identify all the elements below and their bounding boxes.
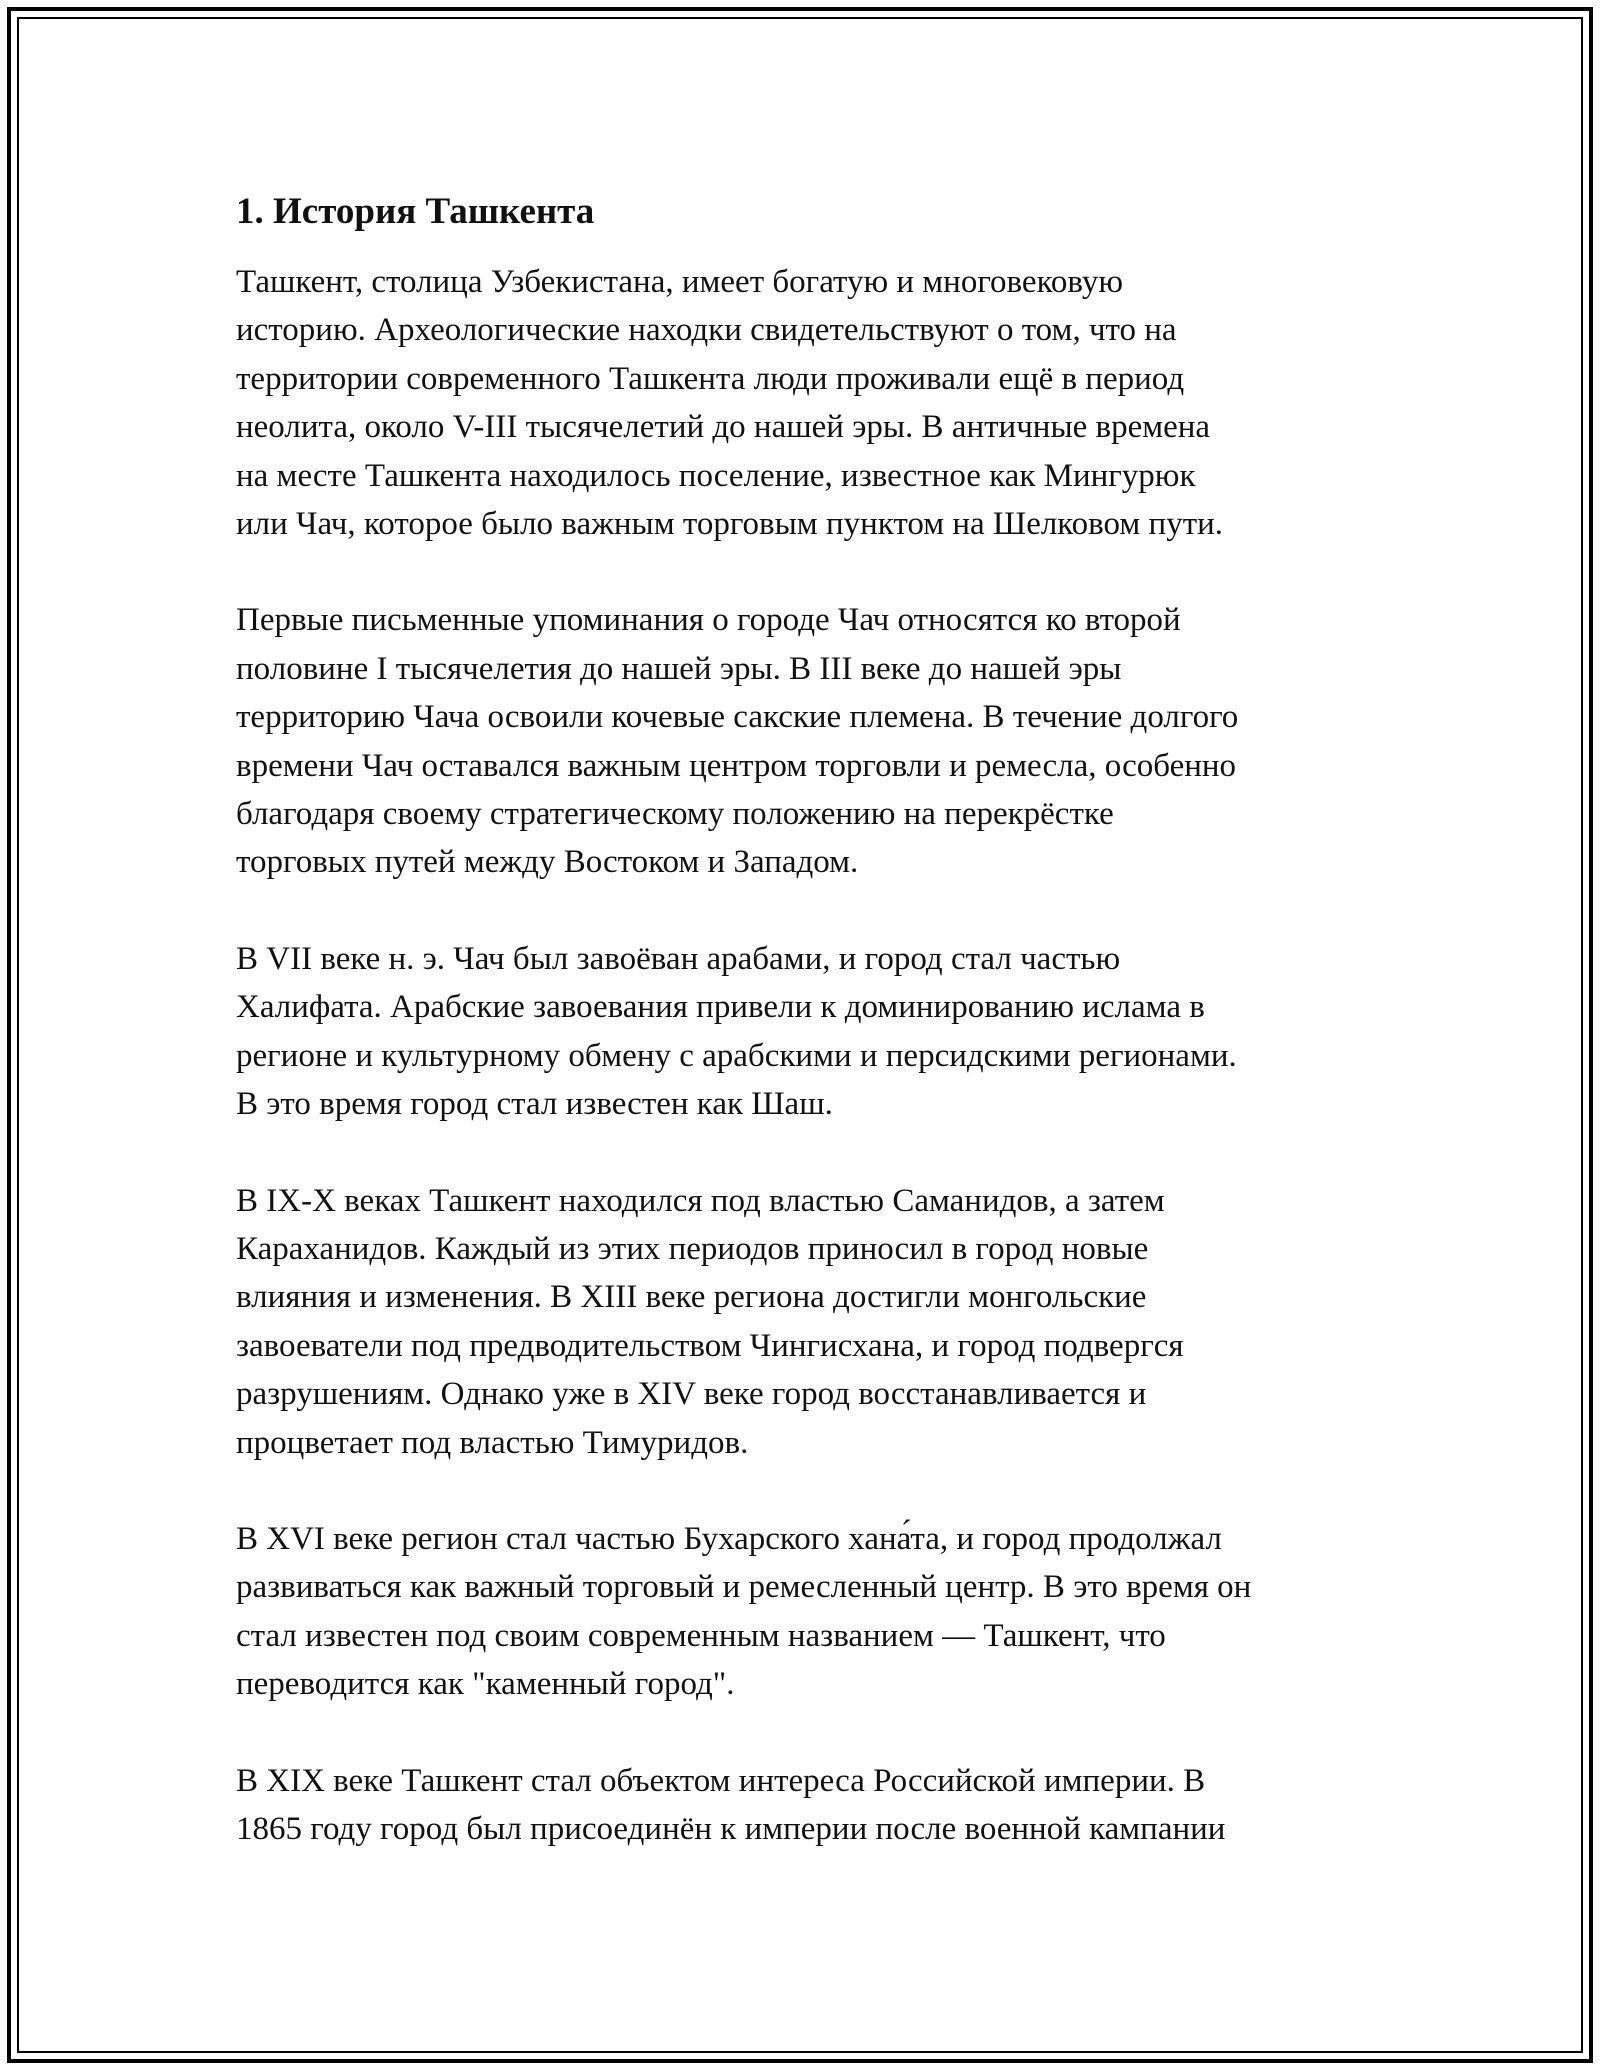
- paragraph: В XVI веке регион стал частью Бухарского хана́та, и город продолжал развиваться как важный торговый и ремесленный центр. В это время он стал известен под своим современным названием — Ташкент, что переводится как "каменный город".: [236, 1520, 1252, 1703]
- paragraph: В VII веке н. э. Чач был завоёван арабами, и город стал частью Халифата. Арабские завоевания привели к доминированию ислама в регионе и культурному обмену с арабскими и персидскими регионами. В это время город стал известен как Шаш.: [236, 940, 1237, 1123]
- paragraph: В XIX веке Ташкент стал объектом интереса Российской империи. В 1865 году город был присоединён к империи после военной кампании: [236, 1762, 1226, 1847]
- paragraph: В IX-X веках Ташкент находился под властью Саманидов, а затем Караханидов. Каждый из этих периодов приносил в город новые влияния и изменения. В XIII веке региона достигли монгольские завоеватели под предводительством Чингисхана, и город подвергся разрушениям. Однако уже в XIV веке город восстанавливается и процветает под властью Тимуридов.: [236, 1182, 1184, 1461]
- document-body: [236, 186, 1386, 1901]
- paragraph: Ташкент, столица Узбекистана, имеет богатую и многовековую историю. Археологические находки свидетельствуют о том, что на территории современного Ташкента люди проживали ещё в период неолита, около V-III тысячелетий до нашей эры. В античные времена на месте Ташкента находилось поселение, известное как Мингурюк или Чач, которое было важным торговым пунктом на Шелковом пути.: [236, 264, 1224, 543]
- paragraph: Первые письменные упоминания о городе Чач относятся ко второй половине I тысячелетия до нашей эры. В III веке до нашей эры территорию Чача освоили кочевые сакские племена. В течение долгого времени Чач оставался важным центром торговли и ремесла, особенно благодаря своему стратегическому положению на перекрёстке торговых путей между Востоком и Западом.: [236, 602, 1239, 881]
- section-heading: 1. История Ташкента: [236, 191, 595, 232]
